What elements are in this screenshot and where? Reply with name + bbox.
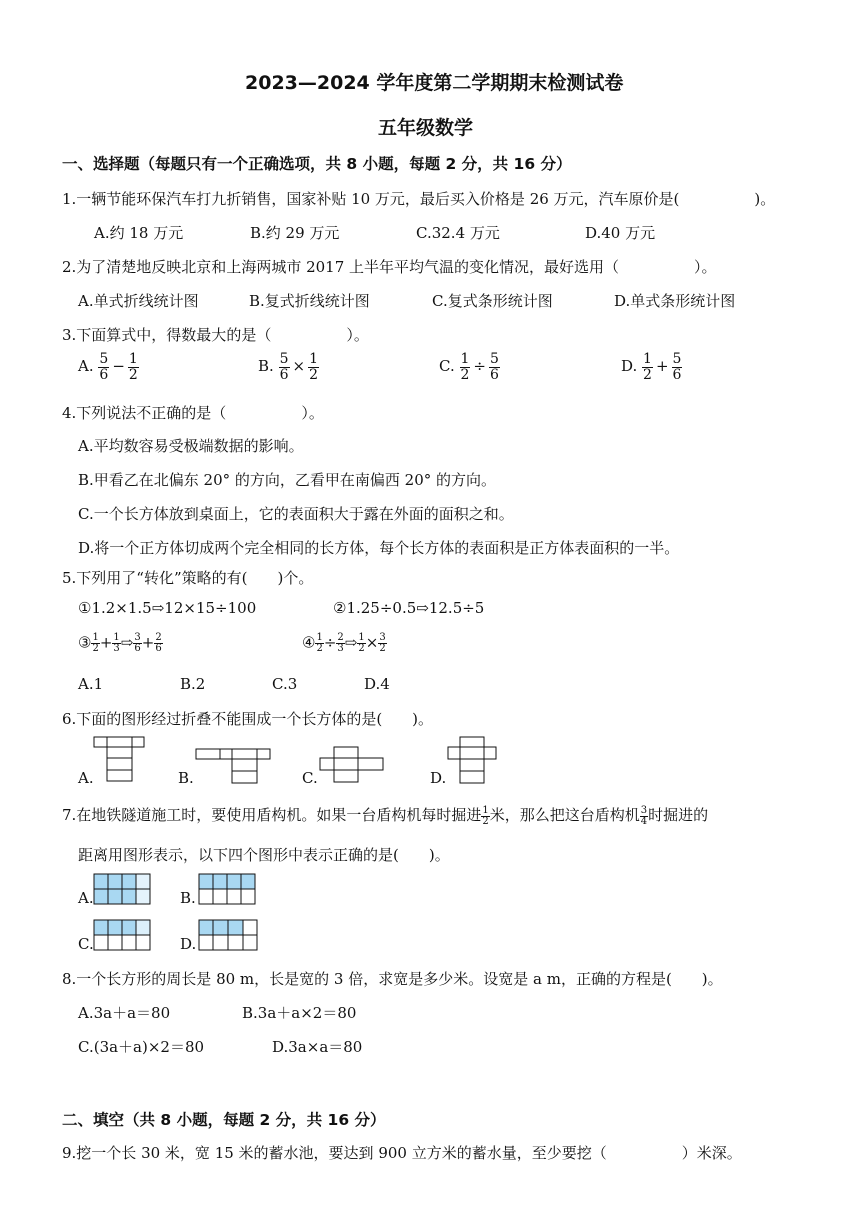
q3-option-c: C. $\frac{1}{2}$ ÷ $\frac{5}{6}$ [439, 351, 499, 383]
q7-option-a-label: A. [78, 889, 94, 907]
q8-option-a: A.3a＋a＝80 [78, 1004, 171, 1022]
q4-option-a: A.平均数容易受极端数据的影响。 [78, 437, 304, 455]
q6-option-b-label: B. [178, 769, 194, 787]
q8-option-c: C.(3a＋a)×2＝80 [78, 1038, 205, 1056]
page-subtitle: 五年级数学 [378, 117, 474, 139]
q8-text: 8.一个长方形的周长是 80 m，长是宽的 3 倍，求宽是多少米。设宽是 a m，正确的方程是( )。 [62, 970, 723, 988]
q6-option-a-label: A. [78, 769, 94, 787]
q7-bar-a [94, 874, 150, 904]
q5-option-d: D.4 [364, 675, 390, 693]
q3-b-fraction-1: $\frac{5}{6}$ [279, 351, 289, 383]
q2-text: 2.为了清楚地反映北京和上海两城市 2017 上半年平均气温的变化情况，最好选用（ ）。 [62, 258, 717, 276]
section-2-heading: 二、填空（共 8 小题，每题 2 分，共 16 分） [62, 1111, 386, 1129]
q3-d-fraction-2: $\frac{5}{6}$ [672, 351, 682, 383]
q2-option-b: B.复式折线统计图 [249, 292, 370, 310]
q3-option-a-letter: A. [78, 357, 94, 376]
q8-option-d: D.3a×a＝80 [272, 1038, 363, 1056]
q4-option-c: C.一个长方体放到桌面上，它的表面积大于露在外面的面积之和。 [78, 505, 514, 523]
q3-a-fraction-2: $\frac{1}{2}$ [128, 351, 138, 383]
q2-option-c: C.复式条形统计图 [432, 292, 553, 310]
q7-text-line-1: 7.在地铁隧道施工时，要使用盾构机。如果一台盾构机每时掘进 $\frac{1}{2}$ 米，那么把这台盾构机 $\frac{3}{4}$ 时掘进的 [62, 804, 709, 827]
page-title: 2023—2024 学年度第二学期期末检测试卷 [245, 72, 624, 94]
q7-bar-d [199, 920, 257, 950]
q3-a-fraction-1: $\frac{5}{6}$ [99, 351, 109, 383]
q2-option-d: D.单式条形统计图 [614, 292, 736, 310]
q6-option-d-label: D. [430, 769, 447, 787]
q3-c-fraction-2: $\frac{5}{6}$ [490, 351, 499, 383]
q2-option-a: A.单式折线统计图 [78, 292, 199, 310]
q3-option-c-letter: C. [439, 357, 455, 376]
section-1-heading: 一、选择题（每题只有一个正确选项，共 8 小题，每题 2 分，共 16 分） [62, 155, 572, 173]
q1-option-b: B.约 29 万元 [250, 224, 340, 242]
q1-option-a: A.约 18 万元 [94, 224, 184, 242]
q5-text: 5.下列用了“转化”策略的有( )个。 [62, 569, 314, 587]
q7-bar-b [199, 874, 255, 904]
q3-option-b: B. $\frac{5}{6}$ × $\frac{1}{2}$ [258, 351, 318, 383]
q7-fraction-three-quarters: $\frac{3}{4}$ [640, 804, 648, 827]
q3-b-fraction-2: $\frac{1}{2}$ [309, 351, 318, 383]
q7-option-b-label: B. [180, 889, 196, 907]
q3-d-fraction-1: $\frac{1}{2}$ [643, 351, 652, 383]
q3-c-fraction-1: $\frac{1}{2}$ [460, 351, 470, 383]
q5-item-2: ②1.25÷0.5⇨12.5÷5 [333, 599, 485, 617]
q4-option-b: B.甲看乙在北偏东 20° 的方向，乙看甲在南偏西 20° 的方向。 [78, 471, 497, 489]
q7-option-c-label: C. [78, 935, 94, 953]
q5-option-b: B.2 [180, 675, 206, 693]
q3-option-b-letter: B. [258, 357, 274, 376]
q4-text: 4.下列说法不正确的是（ ）。 [62, 404, 324, 422]
q7-option-d-label: D. [180, 935, 197, 953]
q5-item-4: ④ $\frac{1}{2}$ ÷ $\frac{2}{3}$ ⇨ $\frac{1}{2}$ × $\frac{3}{2}$ [302, 632, 386, 654]
q5-item-1: ①1.2×1.5⇨12×15÷100 [78, 599, 257, 617]
q3-option-d: D. $\frac{1}{2}$ + $\frac{5}{6}$ [621, 351, 682, 383]
q3-option-a: A. $\frac{5}{6}$ − $\frac{1}{2}$ [78, 351, 138, 383]
q7-bar-c [94, 920, 150, 950]
q7-fraction-half: $\frac{1}{2}$ [482, 804, 489, 827]
q7-text-line-2: 距离用图形表示，以下四个图形中表示正确的是( )。 [78, 846, 450, 864]
q4-option-d: D.将一个正方体切成两个完全相同的长方体，每个长方体的表面积是正方体表面积的一半。 [78, 539, 680, 557]
q6-text: 6.下面的图形经过折叠不能围成一个长方体的是( )。 [62, 710, 434, 728]
q5-option-a: A.1 [78, 675, 104, 693]
q6-option-c-label: C. [302, 769, 318, 787]
q3-text: 3.下面算式中，得数最大的是（ ）。 [62, 326, 369, 344]
q9-text: 9.挖一个长 30 米，宽 15 米的蓄水池，要达到 900 立方米的蓄水量，至少要挖（ ）米深。 [62, 1144, 742, 1162]
q3-option-d-letter: D. [621, 357, 638, 376]
q5-item-3: ③ $\frac{1}{2}$ + $\frac{1}{3}$ ⇨ $\frac{3}{6}$ + $\frac{2}{6}$ [78, 632, 162, 654]
q5-option-c: C.3 [272, 675, 298, 693]
q8-option-b: B.3a＋a×2＝80 [242, 1004, 357, 1022]
q1-option-c: C.32.4 万元 [416, 224, 500, 242]
q1-text: 1.一辆节能环保汽车打九折销售，国家补贴 10 万元，最后买入价格是 26 万元，汽车原价是( )。 [62, 190, 776, 208]
q1-option-d: D.40 万元 [585, 224, 656, 242]
